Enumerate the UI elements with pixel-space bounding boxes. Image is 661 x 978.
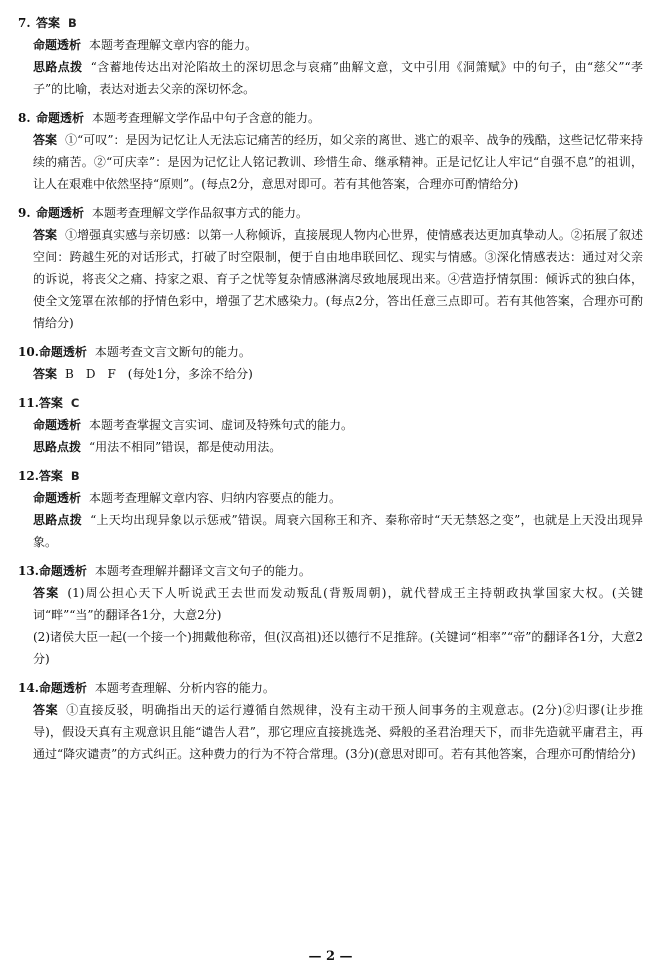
q10-intent-line — [18, 341, 643, 363]
question-12 — [18, 465, 643, 553]
q13-intent: 本题考查理解并翻译文言文句子的能力。 — [94, 564, 311, 578]
q8-intent-line — [18, 107, 643, 129]
answer-label: 答案 — [33, 228, 58, 242]
q13-intent-line — [18, 560, 643, 582]
answer-label: 答案 — [38, 396, 63, 410]
q12-intent-line — [18, 487, 643, 509]
q10-answer-line — [18, 363, 643, 385]
answer-label: 答案 — [33, 703, 59, 717]
q12-number: 12. — [18, 469, 39, 483]
q13-answer-line-2 — [18, 626, 643, 670]
intent-label: 命题透析 — [33, 418, 82, 432]
q7-answer: B — [68, 16, 77, 30]
answer-label: 答案 — [36, 16, 61, 30]
intent-label: 命题透析 — [38, 564, 87, 578]
q7-approach: “含蓄地传达出对沦陷故土的深切思念与哀痛”曲解文意，文中引用《洞箫赋》中的句子，由“慈父”“孝子”的比喻，表达对逝去父亲的深切怀念。 — [33, 60, 643, 96]
q10-intent: 本题考查文言文断句的能力。 — [94, 345, 251, 359]
q8-answer-line — [18, 129, 643, 195]
q7-intent-line — [18, 34, 643, 56]
q11-intent: 本题考查掌握文言实词、虚词及特殊句式的能力。 — [89, 418, 354, 432]
q8-number: 8. — [18, 111, 31, 125]
q13-answer-line-1 — [18, 582, 643, 626]
question-8 — [18, 107, 643, 195]
page-number: — 2 — — [308, 949, 353, 964]
q12-answer: B — [70, 469, 80, 483]
q8-intent: 本题考查理解文学作品中句子含意的能力。 — [92, 111, 321, 125]
intent-label: 命题透析 — [33, 38, 82, 52]
answer-label: 答案 — [33, 133, 58, 147]
intent-label: 命题透析 — [33, 491, 82, 505]
q13-number: 13. — [18, 564, 39, 578]
q13-answer-1: (1)周公担心天下人听说武王去世而发动叛乱(背叛周朝)，就代替成王主持朝政执掌国家大权。(关键词“畔”“当”的翻译各1分，大意2分) — [33, 586, 643, 622]
answer-label: 答案 — [33, 367, 58, 381]
q8-answer: ①“可叹”：是因为记忆让人无法忘记痛苦的经历，如父亲的离世、逃亡的艰辛、战争的残酷，这些记忆带来持续的痛苦。②“可庆幸”：是因为记忆让人铭记教训、珍惜生命、继承精神。正是记忆让人牢记“自强不息”的祖训，让人在艰难中依然坚持“原则”。(每点2分，意思对即可。若有其他答案，合理亦可酌情给分) — [33, 133, 643, 191]
q9-answer-line — [18, 224, 643, 334]
q11-answer: C — [70, 396, 80, 410]
q10-answer: B D F (每处1分，多涂不给分) — [65, 367, 253, 381]
q10-number: 10. — [18, 345, 39, 359]
q9-answer: ①增强真实感与亲切感：以第一人称倾诉，直接展现人物内心世界，使情感表达更加真挚动人。②拓展了叙述空间：跨越生死的对话形式，打破了时空限制，便于自由地串联回忆、现实与情感。③深化情感表达：通过对父亲的诉说，将丧父之痛、持家之艰、育子之忧等复杂情感淋漓尽致地展现出来。④营造抒情氛围：倾诉式的独白体，使全文笼罩在浓郁的抒情色彩中，增强了艺术感染力。(每点2分，答出任意三点即可。若有其他答案，合理亦可酌情给分) — [33, 228, 643, 330]
question-10 — [18, 341, 643, 385]
q12-approach-line — [18, 509, 643, 553]
answer-label: 答案 — [33, 586, 60, 600]
q14-number: 14. — [18, 681, 39, 695]
q11-approach-line — [18, 436, 643, 458]
intent-label: 命题透析 — [36, 111, 85, 125]
q7-intent: 本题考查理解文章内容的能力。 — [89, 38, 258, 52]
q7-approach-line — [18, 56, 643, 100]
intent-label: 命题透析 — [38, 345, 87, 359]
q11-answer-line — [18, 392, 643, 414]
q12-answer-line — [18, 465, 643, 487]
question-11 — [18, 392, 643, 458]
q11-approach: “用法不相同”错误，都是使动用法。 — [89, 440, 282, 454]
answer-label: 答案 — [38, 469, 63, 483]
q14-intent: 本题考查理解、分析内容的能力。 — [94, 681, 275, 695]
q7-number: 7. — [18, 16, 31, 30]
q12-intent: 本题考查理解文章内容、归纳内容要点的能力。 — [89, 491, 342, 505]
question-9 — [18, 202, 643, 334]
q7-answer-line — [18, 12, 643, 34]
q9-number: 9. — [18, 206, 31, 220]
approach-label: 思路点拨 — [33, 513, 83, 527]
q12-approach: “上天均出现异象以示惩戒”错误。周衰六国称王和齐、秦称帝时“天无禁怒之变”，也就是上天没出现异象。 — [33, 513, 643, 549]
q14-answer: ①直接反驳，明确指出天的运行遵循自然规律，没有主动干预人间事务的主观意志。(2分)②归谬(让步推导)，假设天真有主观意识且能“谴告人君”，那它理应直接挑选尧、舜般的圣君治理天下，而非先造就平庸君主，再通过“降灾谴责”的方式纠正。这种费力的行为不符合常理。(3分)(意思对即可。若有其他答案，合理亦可酌情给分) — [33, 703, 643, 761]
q14-answer-line — [18, 699, 643, 765]
approach-label: 思路点拨 — [33, 60, 83, 74]
question-7 — [18, 12, 643, 100]
q14-intent-line — [18, 677, 643, 699]
q13-answer-2: (2)诸侯大臣一起(一个接一个)拥戴他称帝，但(汉高祖)还以德行不足推辞。(关键词“相率”“帝”的翻译各1分，大意2分) — [33, 630, 643, 666]
q11-intent-line — [18, 414, 643, 436]
question-14 — [18, 677, 643, 765]
q9-intent-line — [18, 202, 643, 224]
q9-intent: 本题考查理解文学作品叙事方式的能力。 — [92, 206, 309, 220]
question-13 — [18, 560, 643, 670]
q11-number: 11. — [18, 396, 39, 410]
approach-label: 思路点拨 — [33, 440, 82, 454]
intent-label: 命题透析 — [38, 681, 87, 695]
intent-label: 命题透析 — [36, 206, 85, 220]
